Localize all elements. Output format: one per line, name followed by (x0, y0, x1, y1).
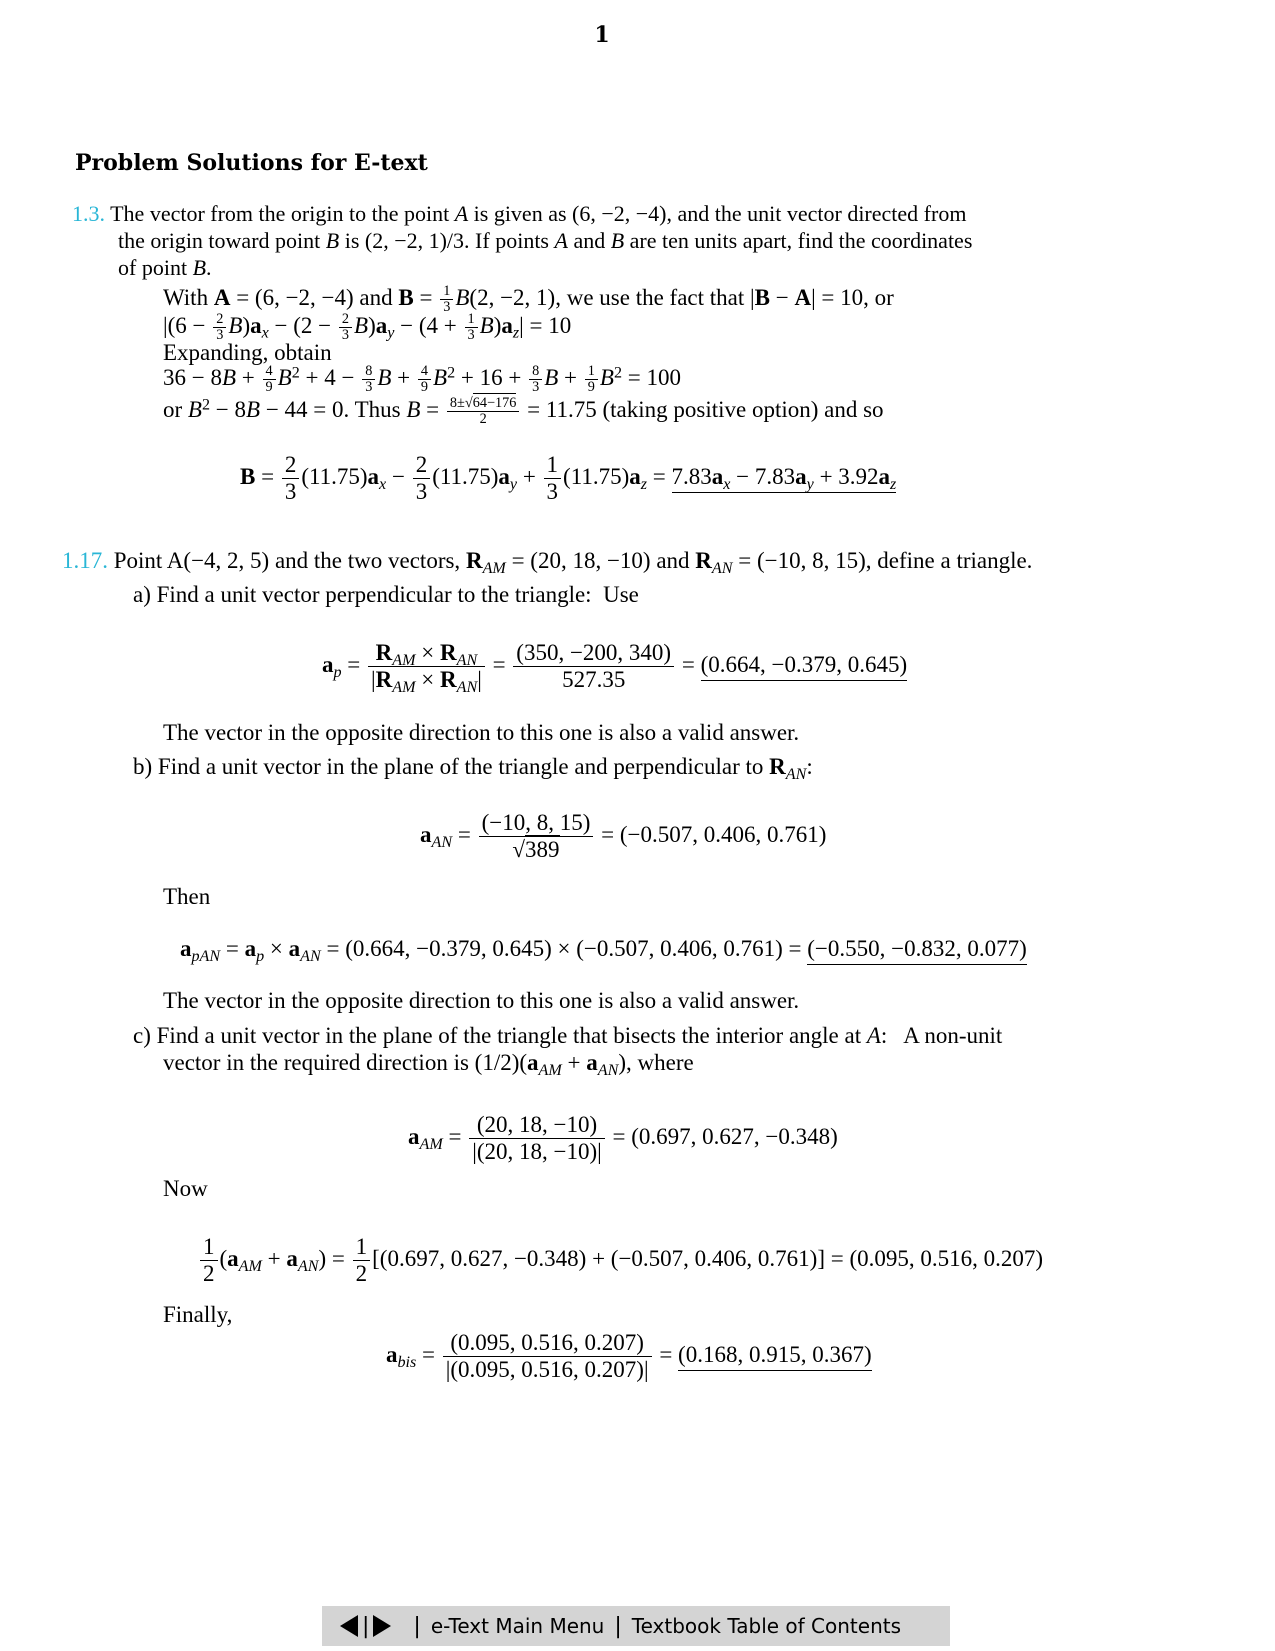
p13-quadratic: or $B^2 - 8B - 44 = 0$. Thus B = $\frac{8\pm√64-176}{2}$ = 11.75 (taking positive option) and so (163, 395, 884, 427)
p13-expanded-equation: 36 − 8B + $\frac{4}{9}$ $B^2 + 4$ − $\frac{8}{3}$ B + $\frac{4}{9}$ $B^2 + 16$ + $\frac{8}{3}$ B + $\frac{1}{9}$ $B^2 = 100$ (163, 363, 681, 395)
nav-separator: | (413, 1613, 421, 1639)
apan-equation: $a_{pAN} = a_p \times a_{AN} = (0.664$, −0.379, 0.645) × (−0.507, 0.406, 0.761) = (−0.550, −0.832, 0.077) (180, 936, 1027, 965)
p13-abs-equation: |(6 − $\frac{2}{3}$ $B)a_x - (2$ − $\frac{2}{3}$ $B)a_y - (4$ + $\frac{1}{3}$ $B)a_z| = 10$ (163, 311, 572, 343)
opposite-note-2: The vector in the opposite direction to this one is also a valid answer. (163, 988, 800, 1013)
nav-separator: | (614, 1613, 622, 1639)
half-sum-equation: $\frac{1}{2}$ $(a_{AM} + a_{AN})$ = $\frac{1}{2}$ [(0.697, 0.627, −0.348) + (−0.507, 0.406, 0.761)] = (0.095, 0.516, 0.207) (198, 1234, 1043, 1288)
ap-equation: $a_p$ = $\frac{R_{AM} \times R_{AN}}{|R_{AM} \times R_{AN}|}$ = $\frac{(350, -200, 340)}{527.35}$ = (0.664, −0.379, 0.645) (322, 640, 908, 697)
page-title: Problem Solutions for E-text (75, 150, 428, 176)
previous-page-icon[interactable] (340, 1615, 358, 1637)
part-c-text: c) Find a unit vector in the plane of the triangle that bisects the interior angle at A: A non-unit vector in the required direction is $(1/2)(a_{AM} + a_{AN})$, where (133, 1023, 1003, 1079)
aan-equation: $a_{AN}$ = $\frac{(-10, 8, 15)}{√389}$ = (−0.507, 0.406, 0.761) (420, 810, 827, 863)
opposite-note-1: The vector in the opposite direction to this one is also a valid answer. (163, 720, 800, 745)
now-label: Now (163, 1176, 208, 1201)
finally-label: Finally, (163, 1302, 233, 1327)
part-a-text: a) Find a unit vector perpendicular to the triangle: Use (133, 582, 639, 607)
part-b-text: b) Find a unit vector in the plane of the triangle and perpendicular to $R_{AN}$: (133, 754, 813, 783)
nav-separator: | (362, 1613, 370, 1639)
then-label: Then (163, 884, 211, 909)
etext-main-menu-link[interactable]: e-Text Main Menu (430, 1614, 605, 1638)
abis-equation: $a_{bis}$ = $\frac{(0.095, 0.516, 0.207)}{|(0.095, 0.516, 0.207)|}$ = (0.168, 0.915, 0.367) (386, 1330, 872, 1383)
textbook-toc-link[interactable]: Textbook Table of Contents (631, 1614, 902, 1638)
p13-expanding: Expanding, obtain (163, 340, 332, 365)
p13-result-equation: B = $\frac{2}{3}$ $(11.75)a_x$ − $\frac{2}{3}$ $(11.75)a_y$ + $\frac{1}{3}$ $(11.75)a_z = 7.83a_x - 7.83a_y + 3.92a_z$ (240, 452, 897, 505)
next-page-icon[interactable] (373, 1615, 391, 1637)
problem-1-17-statement: 1.17. Point A(−4, 2, 5) and the two vectors, $R_{AM} = (20$, 18, −10) and $R_{AN} = (-10$, 8, 15), define a triangle. (62, 548, 1033, 577)
problem-number-1-3[interactable]: 1.3. (72, 201, 105, 226)
p13-with-line: With A = (6, −2, −4) and B = $\frac{1}{3}$ B(2, −2, 1), we use the fact that |B − A| = 10, or (163, 283, 894, 315)
navigation-bar (322, 1606, 950, 1646)
aam-equation: $a_{AM}$ = $\frac{(20, 18, -10)}{|(20, 18, -10)|}$ = (0.697, 0.627, −0.348) (408, 1112, 838, 1165)
page-number: 1 (594, 22, 610, 48)
problem-number-1-17[interactable]: 1.17. (62, 548, 108, 573)
problem-1-3-statement: 1.3. The vector from the origin to the point A is given as (6, −2, −4), and the unit vector directed from the origin toward point B is (2, −2, 1)/3. If points A and B are ten units apart, find the coordinates of point B. (72, 201, 973, 280)
